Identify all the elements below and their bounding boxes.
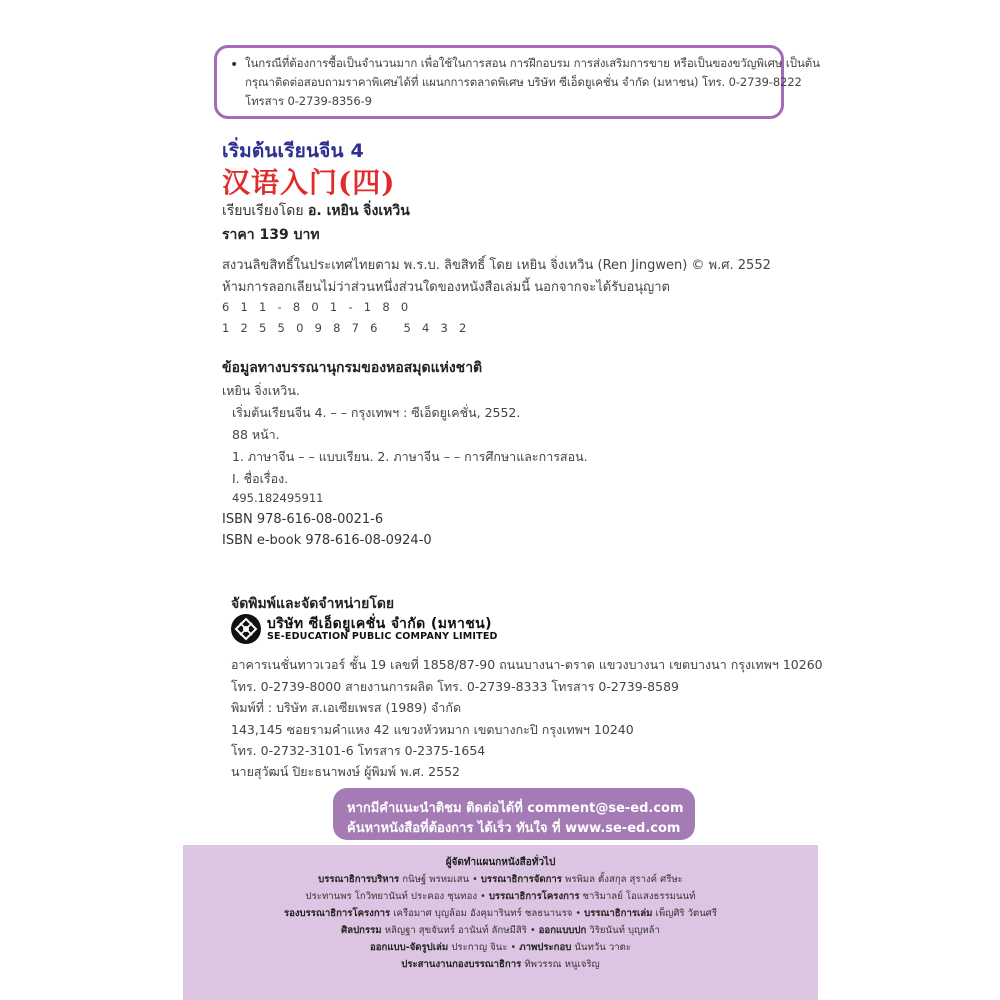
catalog-author: เหยิน จิ่งเหวิน. [222,383,300,398]
special-order-notice [214,45,820,119]
catalog-pages: 88 หน้า. [232,427,280,442]
staff-row: รองบรรณาธิการโครงการ เครือมาศ บุญล้อม อังคุมารินทร์ ชลธนานรจ • บรรณาธิการเล่ม เพ็ญศิริ วัตนศรี [283,908,718,919]
staff-names: เพ็ญศิริ วัตนศรี [655,908,718,919]
book-title-thai: เริ่มต้นเรียนจีน 4 [222,140,364,162]
printer-phones: โทร. 0-2732-3101-6 โทรสาร 0-2375-1654 [231,743,486,758]
staff-role: ศิลปกรรม [341,925,382,936]
copyright-line-1: สงวนลิขสิทธิ์ในประเทศไทยตาม พ.ร.บ. ลิขสิทธิ์ โดย เหยิน จิ่งเหวิน (Ren Jingwen) © พ.ศ. 2552 [222,258,771,273]
notice-line-1: ในกรณีที่ต้องการซื้อเป็นจำนวนมาก เพื่อใช้ในการสอน การฝึกอบรม การส่งเสริมการขาย หรือเป็นของขวัญพิเศษ เป็นต้น [245,56,820,70]
se-ed-logo-icon [231,614,261,644]
staff-role: บรรณาธิการเล่ม [584,908,653,919]
book-title-chinese: 汉语入门(四) [222,166,396,199]
staff-row: บรรณาธิการบริหาร กนิษฐ์ พรหมเสน • บรรณาธิการจัดการ พรพิมล ตั้งสกุล สุรางค์ ศรีษะ [318,874,683,885]
staff-role: บรรณาธิการบริหาร [318,874,400,885]
contact-website-line[interactable]: ค้นหาหนังสือที่ต้องการ ได้เร็ว ทันใจ ที่ www.se-ed.com [347,821,681,836]
staff-role: ออกแบบปก [538,925,587,936]
staff-names: เครือมาศ บุญล้อม อังคุมารินทร์ ชลธนานรจ [393,908,573,919]
staff-role: ภาพประกอบ [519,942,572,953]
bullet: • [230,57,239,73]
publisher-phones: โทร. 0-2739-8000 สายงานการผลิต โทร. 0-2739-8333 โทรสาร 0-2739-8589 [231,679,679,694]
printer-name: พิมพ์ที่ : บริษัท ส.เอเซียเพรส (1989) จำกัด [231,700,462,715]
staff-names: หลิญฐา สุขจันทร์ อานันท์ ลักษมีสิริ [384,925,527,936]
catalog-subjects: 1. ภาษาจีน – – แบบเรียน. 2. ภาษาจีน – – การศึกษาและการสอน. [232,449,588,464]
isbn: ISBN 978-616-08-0021-6 [222,512,384,527]
contact-box [333,788,695,840]
isbn-ebook: ISBN e-book 978-616-08-0924-0 [222,533,432,548]
staff-names: ประทานพร โกวิทยานันท์ ประคอง ชุนทอง [305,891,478,902]
staff-role: รองบรรณาธิการโครงการ [283,908,391,919]
notice-line-3: โทรสาร 0-2739-8356-9 [245,94,372,108]
staff-names: ทิพวรรณ หนูเจริญ [524,959,600,970]
staff-role: ประสานงานกองบรรณาธิการ [401,959,522,970]
publisher-name-thai: บริษัท ซีเอ็ดยูเคชั่น จำกัด (มหาชน) [267,616,492,632]
book-price: ราคา 139 บาท [222,227,320,243]
staff-names: กนิษฐ์ พรหมเสน [402,874,470,885]
compiled-label: เรียบเรียงโดย [222,203,304,219]
catalog-class-number: 495.182495911 [232,491,324,505]
staff-role: ออกแบบ-จัดรูปเล่ม [370,942,449,953]
compiled-by [222,200,410,222]
staff-names: ชาริมาลย์ โอแสงธรรมนนท์ [582,891,696,902]
book-code: 611-801-180 [222,300,420,314]
staff-names: ประกาญ จินะ [451,942,508,953]
staff-row: ศิลปกรรม หลิญฐา สุขจันทร์ อานันท์ ลักษมีสิริ • ออกแบบปก วิริยนันท์ บุญหล้า [341,925,660,936]
contact-email-line[interactable]: หากมีคำแนะนำติชม ติดต่อได้ที่ comment@se-ed.com [347,801,684,816]
staff-row: ประทานพร โกวิทยานันท์ ประคอง ชุนทอง • บรรณาธิการโครงการ ชาริมาลย์ โอแสงธรรมนนท์ [305,891,696,902]
staff-names: พรพิมล ตั้งสกุล สุรางค์ ศรีษะ [565,874,683,885]
publisher-heading: จัดพิมพ์และจัดจำหน่ายโดย [231,596,395,612]
staff-credits [183,845,818,1000]
printer-address: 143,145 ซอยรามคำแหง 42 แขวงหัวหมาก เขตบางกะปิ กรุงเทพฯ 10240 [231,722,634,737]
staff-heading: ผู้จัดทำแผนกหนังสือทั่วไป [445,857,556,868]
catalog-entry: เริ่มต้นเรียนจีน 4. – – กรุงเทพฯ : ซีเอ็ดยูเคชั่น, 2552. [232,405,521,420]
author-name: อ. เหยิน จิ่งเหวิน [308,203,410,219]
staff-names: วิริยนันท์ บุญหล้า [589,925,660,936]
staff-row: ออกแบบ-จัดรูปเล่ม ประกาญ จินะ • ภาพประกอบ นันทวัน วาตะ [370,942,631,953]
copyright-line-2: ห้ามการลอกเลียนไม่ว่าส่วนหนึ่งส่วนใดของหนังสือเล่มนี้ นอกจากจะได้รับอนุญาต [222,280,670,295]
catalog-heading: ข้อมูลทางบรรณานุกรมของหอสมุดแห่งชาติ [222,360,483,376]
staff-row [183,957,818,972]
staff-names: นันทวัน วาตะ [574,942,631,953]
print-run-numbers: 125509876 5432 [222,321,478,335]
publisher-address: อาคารเนชั่นทาวเวอร์ ชั้น 19 เลขที่ 1858/87-90 ถนนบางนา-ตราด แขวงบางนา เขตบางนา กรุงเทพฯ 10260 [231,657,823,672]
staff-role: บรรณาธิการโครงการ [488,891,580,902]
notice-line-2: กรุณาติดต่อสอบถามราคาพิเศษได้ที่ แผนกการตลาดพิเศษ บริษัท ซีเอ็ดยูเคชั่น จำกัด (มหาชน) โทร. 0-2739-8222 [245,75,802,89]
printed-by: นายสุวัฒน์ ปิยะธนาพงษ์ ผู้พิมพ์ พ.ศ. 2552 [231,764,460,779]
staff-role: บรรณาธิการจัดการ [480,874,562,885]
catalog-title-entry: I. ชื่อเรื่อง. [232,471,289,486]
publisher-name-english: SE-EDUCATION PUBLIC COMPANY LIMITED [267,631,498,642]
